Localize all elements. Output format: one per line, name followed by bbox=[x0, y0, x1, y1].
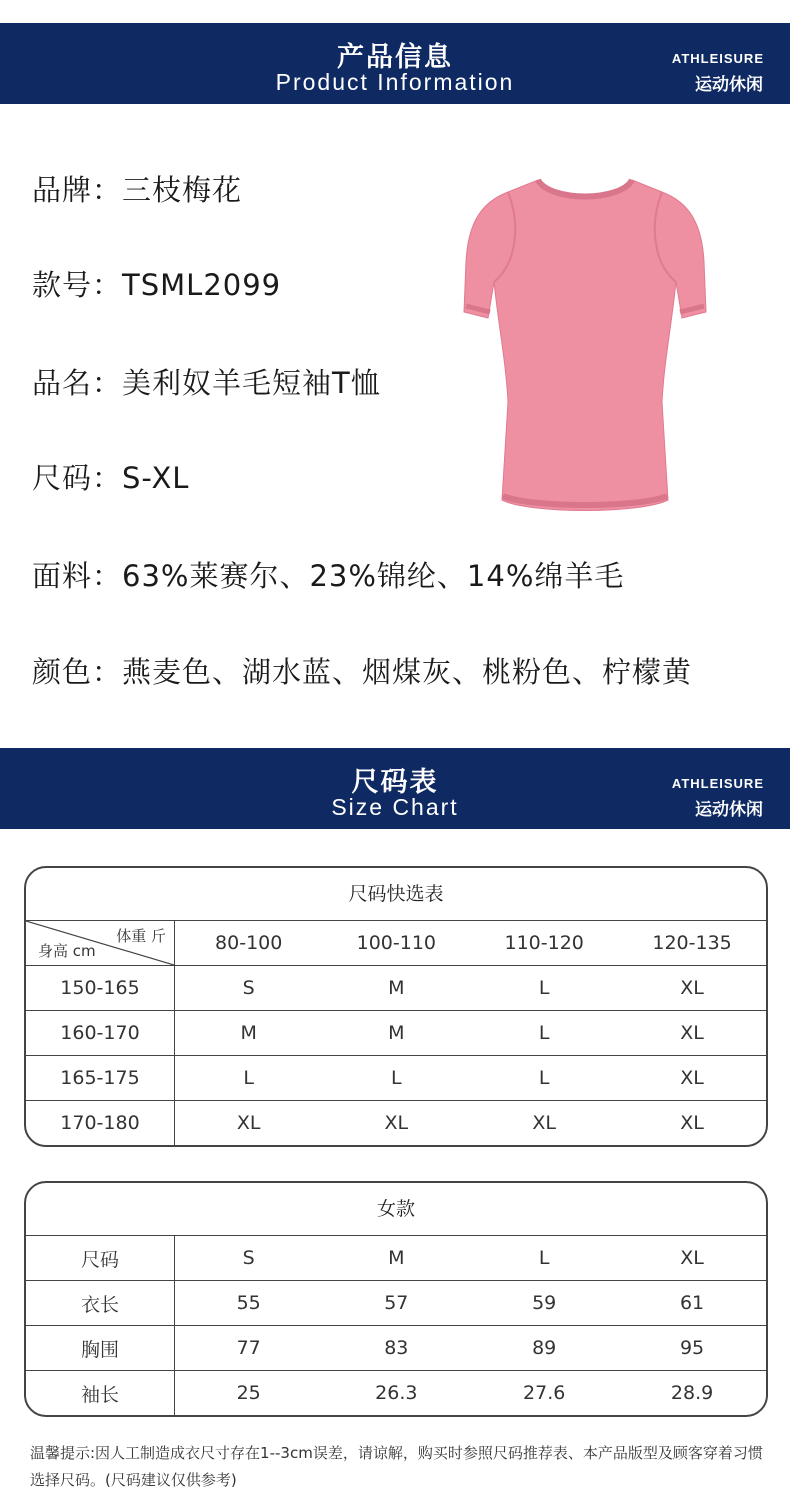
table-cell: 89 bbox=[470, 1326, 618, 1371]
banner-tag-en: ATHLEISURE bbox=[671, 51, 764, 66]
info-fabric bbox=[32, 554, 624, 595]
info-value: 美利奴羊毛短袖T恤 bbox=[122, 366, 381, 400]
table-cell: XL bbox=[618, 1056, 766, 1101]
table-header-cell: 120-135 bbox=[652, 932, 732, 954]
row-label: 袖长 bbox=[26, 1371, 175, 1416]
row-label: 衣长 bbox=[26, 1281, 175, 1326]
table-cell: L bbox=[470, 1011, 618, 1056]
table-header-row bbox=[26, 921, 766, 966]
info-value: 63%莱赛尔、23%锦纶、14%绵羊毛 bbox=[122, 559, 625, 593]
info-value: S-XL bbox=[122, 461, 190, 495]
table-cell: XL bbox=[322, 1101, 470, 1146]
info-label: 尺码： bbox=[32, 461, 123, 495]
info-label: 款号： bbox=[32, 268, 123, 302]
table-cell: XL bbox=[175, 1101, 323, 1146]
table-cell: XL bbox=[618, 966, 766, 1011]
corner-cell bbox=[26, 921, 175, 966]
table-cell: 95 bbox=[618, 1326, 766, 1371]
corner-weight-label: 体重 斤 bbox=[116, 927, 166, 945]
row-label: 160-170 bbox=[26, 1011, 175, 1056]
table-cell: L bbox=[175, 1056, 323, 1101]
banner-tag-en: ATHLEISURE bbox=[671, 776, 764, 791]
info-value: 燕麦色、湖水蓝、烟煤灰、桃粉色、柠檬黄 bbox=[122, 655, 693, 689]
info-size bbox=[32, 456, 189, 497]
info-label: 颜色： bbox=[32, 655, 123, 689]
size-chart-banner bbox=[0, 748, 790, 829]
info-label: 品名： bbox=[32, 366, 123, 400]
table-header-cell: 80-100 bbox=[215, 932, 283, 954]
table-row bbox=[26, 1326, 766, 1371]
row-label: 165-175 bbox=[26, 1056, 175, 1101]
table-header-cell: 100-110 bbox=[356, 932, 436, 954]
info-style-number bbox=[32, 263, 281, 304]
product-tshirt-image bbox=[450, 172, 720, 522]
row-label: 胸围 bbox=[26, 1326, 175, 1371]
table-row bbox=[26, 966, 766, 1011]
table-cell: 25 bbox=[175, 1371, 323, 1416]
banner-tag-cn: 运动休闲 bbox=[695, 75, 763, 95]
info-value: TSML2099 bbox=[122, 268, 282, 302]
table-cell: XL bbox=[618, 1101, 766, 1146]
table-cell: M bbox=[388, 1247, 405, 1269]
info-label: 面料： bbox=[32, 559, 123, 593]
info-label: 品牌： bbox=[32, 173, 123, 207]
table-cell: 28.9 bbox=[618, 1371, 766, 1416]
table-cell: 61 bbox=[618, 1281, 766, 1326]
table-cell: 83 bbox=[322, 1326, 470, 1371]
table-cell: S bbox=[175, 966, 323, 1011]
table-cell: 26.3 bbox=[322, 1371, 470, 1416]
table-cell: L bbox=[322, 1056, 470, 1101]
table-row bbox=[26, 1281, 766, 1326]
quick-size-table bbox=[24, 866, 768, 1147]
table-cell: 57 bbox=[322, 1281, 470, 1326]
info-brand bbox=[32, 168, 242, 209]
table-cell: XL bbox=[680, 1247, 704, 1269]
table-row bbox=[26, 1056, 766, 1101]
banner-title-cn: 产品信息 bbox=[337, 42, 453, 73]
product-info-banner bbox=[0, 23, 790, 104]
table-row bbox=[26, 1011, 766, 1056]
table-cell: 59 bbox=[470, 1281, 618, 1326]
table-row bbox=[26, 1236, 766, 1281]
table-cell: S bbox=[242, 1247, 255, 1269]
info-value: 三枝梅花 bbox=[122, 173, 243, 207]
row-label: 150-165 bbox=[26, 966, 175, 1011]
info-colors bbox=[32, 650, 692, 691]
table-cell: M bbox=[322, 966, 470, 1011]
row-label: 170-180 bbox=[26, 1101, 175, 1146]
table-cell: 77 bbox=[175, 1326, 323, 1371]
table-cell: M bbox=[322, 1011, 470, 1056]
banner-title-en: Product Information bbox=[275, 69, 515, 95]
table-cell: L bbox=[538, 1247, 550, 1269]
banner-title-en: Size Chart bbox=[331, 794, 459, 820]
table-cell: L bbox=[470, 1056, 618, 1101]
table-header-cell: 110-120 bbox=[504, 932, 584, 954]
sizing-note: 温馨提示:因人工制造成衣尺寸存在1--3cm误差，请谅解，购买时参照尺码推荐表、本产品版型及顾客穿着习惯选择尺码。(尺码建议仅供参考) bbox=[30, 1444, 763, 1489]
row-label: 尺码 bbox=[26, 1236, 175, 1281]
table-row bbox=[26, 1371, 766, 1416]
table-title: 尺码快选表 bbox=[26, 868, 766, 921]
corner-height-label: 身高 cm bbox=[38, 942, 96, 960]
table-cell: M bbox=[175, 1011, 323, 1056]
banner-tag-cn: 运动休闲 bbox=[695, 800, 763, 820]
table-row bbox=[26, 1101, 766, 1146]
table-cell: L bbox=[470, 966, 618, 1011]
table-cell: 27.6 bbox=[470, 1371, 618, 1416]
table-cell: 55 bbox=[175, 1281, 323, 1326]
table-cell: XL bbox=[618, 1011, 766, 1056]
women-size-table bbox=[24, 1181, 768, 1417]
table-title: 女款 bbox=[26, 1183, 766, 1236]
banner-title-cn: 尺码表 bbox=[351, 767, 439, 798]
info-product-name bbox=[32, 361, 381, 402]
table-cell: XL bbox=[470, 1101, 618, 1146]
